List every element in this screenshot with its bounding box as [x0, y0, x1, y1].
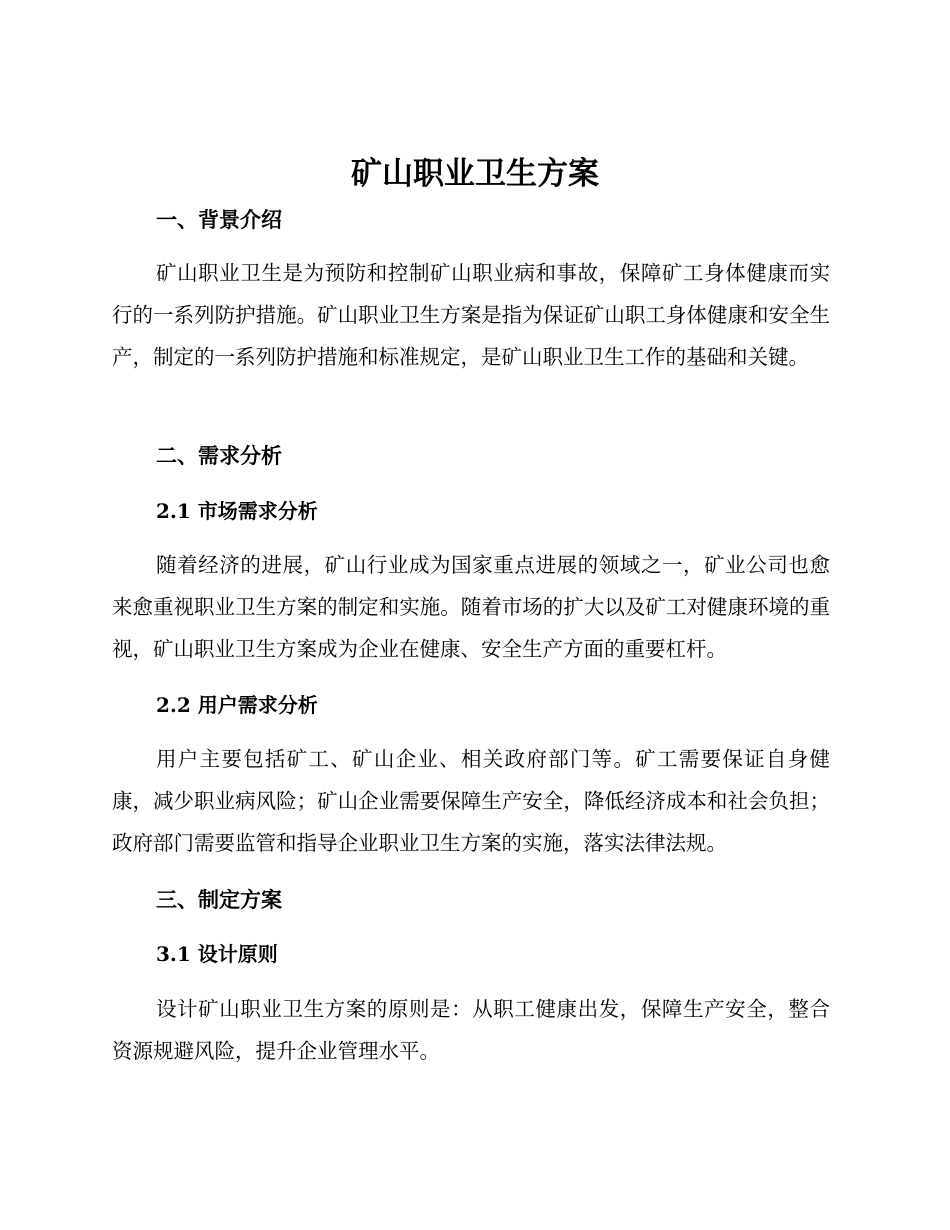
section-heading-plan: 三、制定方案	[156, 888, 282, 912]
subsection-heading-principles: 3.1 设计原则	[156, 942, 278, 966]
paragraph-principles: 设计矿山职业卫生方案的原则是：从职工健康出发，保障生产安全，整合资源规避风险，提升企业管理水平。	[112, 997, 830, 1063]
paragraph-user: 用户主要包括矿工、矿山企业、相关政府部门等。矿工需要保证自身健康，减少职业病风险；矿山企业需要保障生产安全，降低经济成本和社会负担；政府部门需要监管和指导企业职业卫生方案的实施，落实法律法规。	[112, 747, 830, 855]
paragraph-market: 随着经济的进展，矿山行业成为国家重点进展的领域之一，矿业公司也愈来愈重视职业卫生方案的制定和实施。随着市场的扩大以及矿工对健康环境的重视，矿山职业卫生方案成为企业在健康、安全生产方面的重要杠杆。	[112, 553, 830, 661]
document-title: 矿山职业卫生方案	[351, 156, 599, 192]
subsection-heading-market: 2.1 市场需求分析	[156, 499, 318, 523]
section-heading-requirements: 二、需求分析	[156, 444, 282, 468]
subsection-heading-user: 2.2 用户需求分析	[156, 693, 318, 717]
section-heading-background: 一、背景介绍	[156, 208, 282, 232]
paragraph-background: 矿山职业卫生是为预防和控制矿山职业病和事故，保障矿工身体健康而实行的一系列防护措施。矿山职业卫生方案是指为保证矿山职工身体健康和安全生产，制定的一系列防护措施和标准规定，是矿山职业卫生工作的基础和关键。	[112, 261, 830, 369]
